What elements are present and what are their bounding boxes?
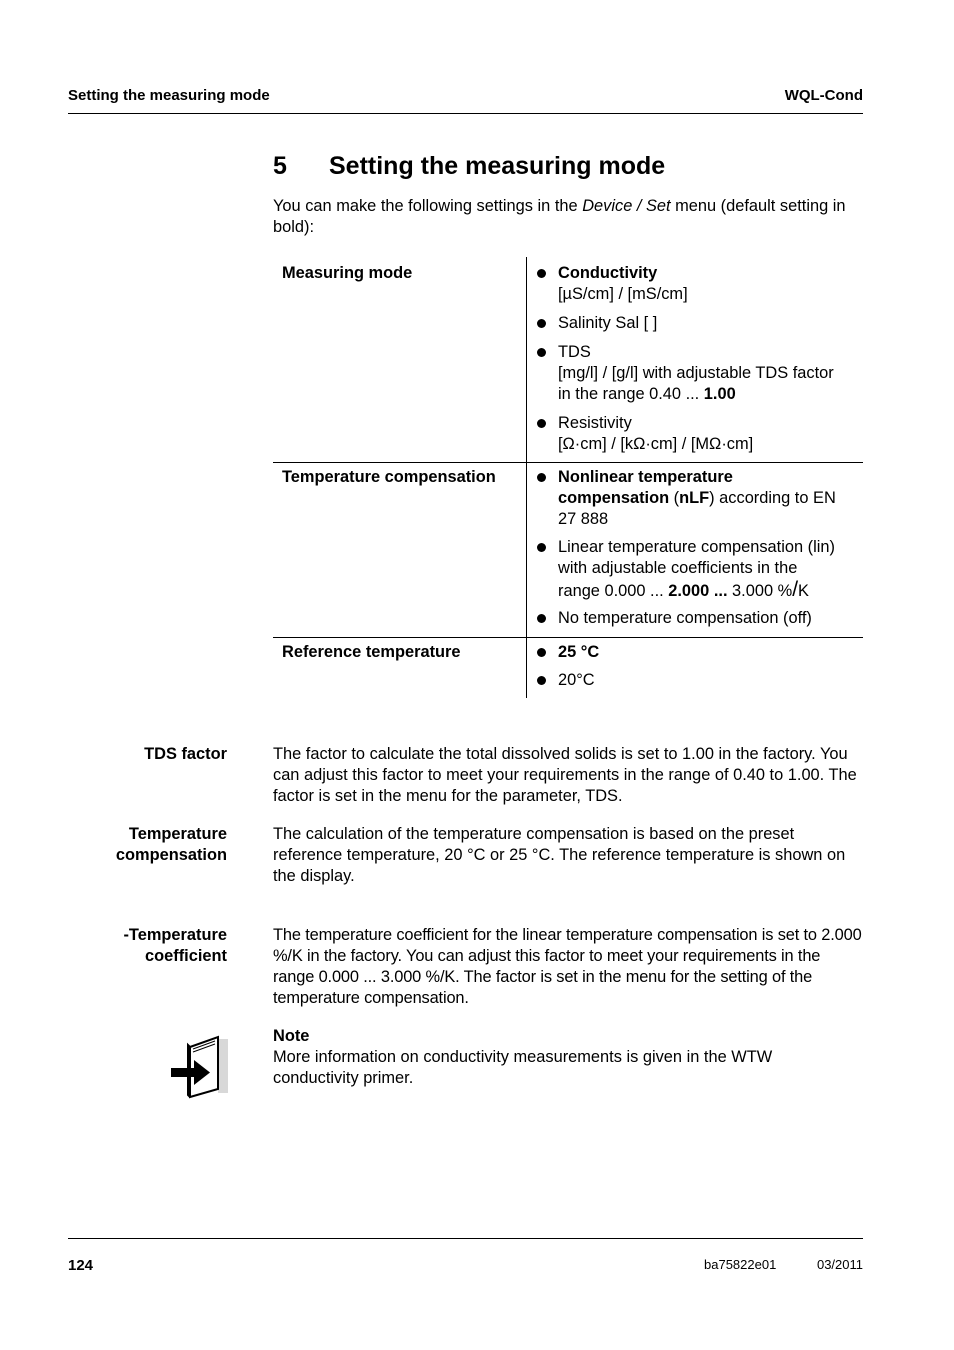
option-salinity: Salinity Sal [ ] [558, 314, 658, 332]
side-heading-temperature-compensation: Temperature compensation [115, 825, 227, 864]
side-heading-tds-factor: TDS factor [144, 745, 227, 763]
footer-rule [68, 1238, 863, 1239]
document-date: 03/2011 [816, 1257, 863, 1272]
bullet-icon [537, 348, 546, 357]
bullet-icon [537, 648, 546, 657]
bullet-icon [537, 543, 546, 552]
header-rule [68, 113, 863, 114]
chapter-number: 5 [273, 152, 287, 180]
side-heading-temperature-coefficient: -Temperature coefficient [123, 926, 227, 965]
option-resistivity: Resistivity [Ω·cm] / [kΩ·cm] / [MΩ·cm] [558, 414, 754, 453]
bullet-icon [537, 676, 546, 685]
note-text: More information on conductivity measurements is given in the WTW conductivity primer. [273, 1048, 773, 1087]
option-20c: 20°C [558, 671, 595, 689]
option-linear: Linear temperature compensation (lin) with adjustable coefficients in the range 0.000 ... 2.000 ... 3.000 %/K [558, 538, 835, 601]
table-row-divider [273, 637, 863, 638]
document-number: ba75822e01 [704, 1257, 777, 1272]
temperature-coefficient-paragraph: The temperature coefficient for the linear temperature compensation is set to 2.000 %/K in the factory. You can adjust this factor to meet your requirements in the range 0.000 ... 3.000 %/K. The factor is set in the menu for the setting of the temperature compensation. [273, 926, 862, 1007]
chapter-title: Setting the measuring mode [329, 152, 666, 180]
menu-name: Device / Set [582, 197, 671, 215]
bullet-icon [537, 319, 546, 328]
option-25c: 25 °C [558, 643, 600, 661]
bullet-icon [537, 614, 546, 623]
option-off: No temperature compensation (off) [558, 609, 812, 627]
bullet-icon [537, 473, 546, 482]
option-nonlinear: Nonlinear temperature compensation (nLF) according to EN 27 888 [558, 468, 836, 528]
bullet-icon [537, 419, 546, 428]
table-row-divider [273, 462, 863, 463]
temperature-compensation-paragraph: The calculation of the temperature compensation is based on the preset reference temperature, 20 °C or 25 °C. The reference temperature is shown on the display. [273, 825, 846, 885]
running-header-product: WQL-Cond [784, 87, 863, 104]
note-title: Note [273, 1027, 310, 1045]
table-column-divider [526, 257, 527, 698]
tds-factor-paragraph: The factor to calculate the total dissolved solids is set to 1.00 in the factory. You can adjust this factor to meet your requirements in the range of 0.40 to 1.00. The factor is set in the menu for the parameter, TDS. [273, 745, 857, 805]
running-header-title: Setting the measuring mode [68, 87, 270, 104]
book-arrow-icon [168, 1033, 230, 1099]
option-tds: TDS [mg/l] / [g/l] with adjustable TDS factor in the range 0.40 ... 1.00 [558, 343, 834, 403]
option-conductivity: Conductivity [µS/cm] / [mS/cm] [558, 264, 688, 303]
row-label-reference-temperature: Reference temperature [282, 643, 461, 661]
intro-paragraph: You can make the following settings in the Device / Set menu (default setting in bold): [273, 197, 846, 236]
row-label-temperature-compensation: Temperature compensation [282, 468, 496, 486]
page-number: 124 [68, 1257, 94, 1274]
row-label-measuring-mode: Measuring mode [282, 264, 413, 282]
bullet-icon [537, 269, 546, 278]
